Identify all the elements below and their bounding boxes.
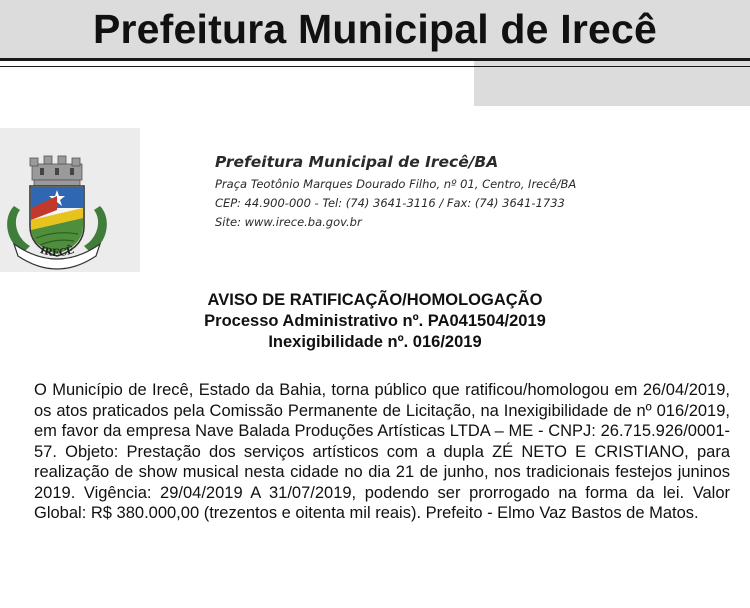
letterhead — [215, 153, 576, 234]
notice-heading: AVISO DE RATIFICAÇÃO/HOMOLOGAÇÃO — [207, 291, 543, 309]
crest-ribbon-text: IRECÊ — [38, 244, 76, 260]
notice-body: O Município de Irecê, Estado da Bahia, torna público que ratificou/homologou em 26/04/2019, os atos praticados pela Comissão Permanente de Licitação, na Inexigibilidade de nº 016/2019, em favor da empresa Nave Balada Produções Artísticas LTDA – ME - CNPJ: 26.715.926/0001-57. Objeto: Prestação dos serviços artísticos com a dupla ZÉ NETO E CRISTIANO, para realização de show musical nesta cidade no dia 21 de junho, nos tradicionais festejos juninos 2019. Vigência: 29/04/2019 A 31/07/2019, podendo ser prorrogado na forma da lei. Valor Global: R$ 380.000,00 (trezentos e oitenta mil reais). Prefeito - Elmo Vaz Bastos de Matos. — [34, 381, 730, 522]
notice-process: Processo Administrativo nº. PA041504/2019 — [204, 312, 546, 330]
letterhead-site: Site: www.irece.ba.gov.br — [215, 215, 362, 229]
letterhead-address: Praça Teotônio Marques Dourado Filho, nº 01, Centro, Irecê/BA — [215, 177, 577, 191]
letterhead-title: Prefeitura Municipal de Irecê/BA — [215, 153, 499, 171]
notice-heading-block — [0, 290, 750, 353]
header-rule-thin — [0, 66, 750, 67]
letterhead-contact: CEP: 44.900-000 - Tel: (74) 3641-3116 / Fax: (74) 3641-1733 — [215, 196, 565, 210]
coat-of-arms-icon — [0, 146, 114, 270]
header-rule-thick — [0, 58, 750, 61]
notice-inexigibility: Inexigibilidade nº. 016/2019 — [268, 333, 482, 351]
page-title: Prefeitura Municipal de Irecê — [92, 6, 658, 52]
